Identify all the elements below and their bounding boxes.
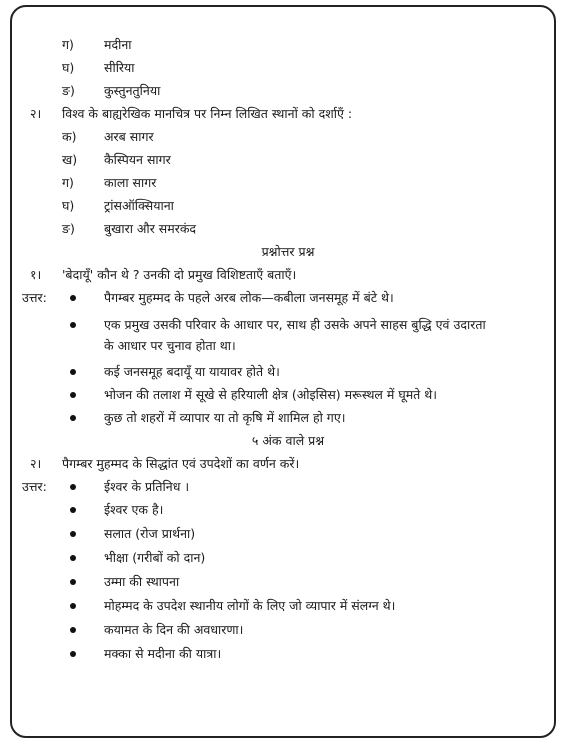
bullet-icon [70,369,76,375]
answer-label: उत्तर: [22,479,47,494]
list-marker: क) [62,129,77,144]
list-item: मदीना [104,37,132,52]
question-number: २। [30,106,42,121]
bullet-icon [70,627,76,633]
list-item: अरब सागर [104,129,154,144]
section-heading: ५ अंक वाले प्रश्न [251,433,325,448]
answer-item: उम्मा की स्थापना [104,574,180,589]
list-item: बुखारा और समरकंद [104,221,197,236]
bullet-icon [70,415,76,421]
answer-item: कई जनसमूह बदायूँ या यायावर होते थे। [104,364,280,379]
answer-item: ईश्वर के प्रतिनिध । [104,479,190,494]
bullet-icon [70,603,76,609]
answer-item: मक्का से मदीना की यात्रा। [104,646,222,661]
answer-item: एक प्रमुख उसकी परिवार के आधार पर, साथ ही उसके अपने साहस बुद्धि एवं उदारता [104,317,486,332]
answer-item: सलात (रोज प्रार्थना) [104,526,196,541]
answer-item: पैगम्बर मुहम्मद के पहले अरब लोक—कबीला जनसमूह में बंटे थे। [104,290,394,305]
list-marker: ग) [62,175,74,190]
question-number: १। [30,267,42,282]
question-number: २। [30,456,42,471]
list-item: कैस्पियन सागर [104,152,171,167]
answer-item: भीक्षा (गरीबों को दान) [104,550,206,565]
answer-item: मोहम्मद के उपदेश स्थानीय लोगों के लिए जो व्यापार में संलग्न थे। [104,598,396,613]
section-heading: प्रश्नोत्तर प्रश्न [261,244,315,259]
answer-item: कुछ तो शहरों में व्यापार या तो कृषि में शामिल हो गए। [104,410,346,425]
question-text: विश्व के बाह्यरेखिक मानचित्र पर निम्न लिखित स्थानों को दर्शाएँ : [62,106,353,121]
bullet-icon [70,507,76,513]
list-marker: ङ) [62,83,75,98]
list-marker: ग) [62,37,74,52]
answer-label: उत्तर: [22,290,47,305]
bullet-icon [70,555,76,561]
list-item: ट्रांसऑक्सियाना [104,198,174,213]
bullet-icon [70,531,76,537]
list-marker: घ) [62,198,75,213]
answer-item-continued: के आधार पर चुनाव होता था। [104,338,236,353]
list-item: कुस्तुनतुनिया [104,83,161,98]
list-marker: ङ) [62,221,75,236]
list-marker: ख) [62,152,78,167]
answer-item: भोजन की तलाश में सूखे से हरियाली क्षेत्र (ओइसिस) मरूस्थल में घूमते थे। [104,387,438,402]
answer-item: ईश्वर एक है। [104,502,164,517]
bullet-icon [70,322,76,328]
answer-item: कयामत के दिन की अवधारणा। [104,622,244,637]
bullet-icon [70,651,76,657]
question-text: पैगम्बर मुहम्मद के सिद्धांत एवं उपदेशों का वर्णन करें। [62,456,300,471]
question-text: 'बेदायूँ' कौन थे ? उनकी दो प्रमुख विशिष्टताएँ बताएँ। [62,267,297,282]
list-marker: घ) [62,60,75,75]
bullet-icon [70,295,76,301]
list-item: काला सागर [104,175,157,190]
list-item: सीरिया [104,60,135,75]
bullet-icon [70,392,76,398]
bullet-icon [70,484,76,490]
bullet-icon [70,579,76,585]
